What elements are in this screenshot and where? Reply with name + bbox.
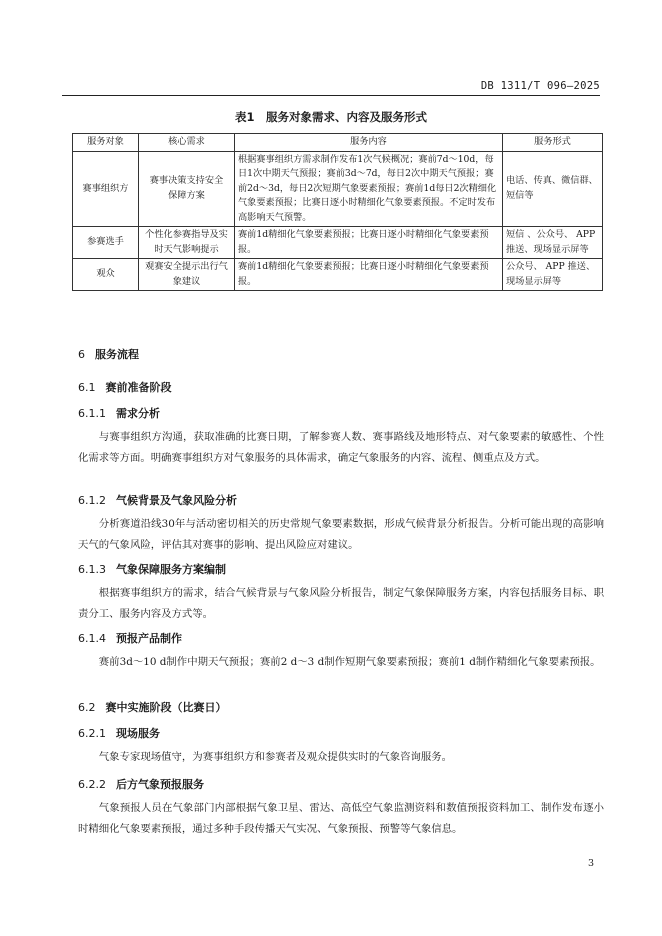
section-title: 赛前准备阶段 xyxy=(105,381,172,394)
content-cell: 根据赛事组织方需求制作发布1次气候概况；赛前7d～10d，每日1次中期天气预报；赛前3d～7d，每日2次中期天气预报；赛前2d～3d，每日2次短期气象要素预报；赛前1d每日2次精细化气象要素预报；比赛日逐小时精细化气象要素预报。不定时发布高影响天气预警。 xyxy=(235,151,503,227)
paragraph-6-1-3: 根据赛事组织方的需求，结合气候背景与气象风险分析报告，制定气象保障服务方案，内容包括服务目标、职责分工、服务内容及方式等。 xyxy=(78,587,604,620)
column-header: 服务形式 xyxy=(503,134,603,152)
table-title: 表1 服务对象需求、内容及服务形式 xyxy=(235,110,427,124)
section-title: 赛中实施阶段（比赛日） xyxy=(105,701,227,714)
section-heading-6-1 xyxy=(78,379,172,395)
section-heading-6-1-3 xyxy=(78,561,226,577)
section-number: 6.1 xyxy=(78,381,96,394)
table-row xyxy=(73,259,603,291)
section-heading-6-2 xyxy=(78,699,227,715)
section-title: 现场服务 xyxy=(116,727,160,740)
section-heading-6-2-2 xyxy=(78,776,204,792)
target-cell: 赛事组织方 xyxy=(73,151,139,227)
section-heading-6-1-4 xyxy=(78,630,182,646)
section-heading-6-1-2 xyxy=(78,492,237,508)
need-cell: 赛事决策支持安全保障方案 xyxy=(139,151,235,227)
column-header: 服务内容 xyxy=(235,134,503,152)
section-title: 气象保障服务方案编制 xyxy=(116,563,226,576)
header-rule xyxy=(62,95,600,96)
section-heading-6-2-1 xyxy=(78,725,160,741)
section-title: 服务流程 xyxy=(95,348,139,361)
need-cell: 个性化参赛指导及实时天气影响提示 xyxy=(139,227,235,259)
section-heading-6 xyxy=(78,346,139,362)
form-cell: 短信 、公众号、 APP推送、现场显示屏等 xyxy=(503,227,603,259)
section-number: 6.2.2 xyxy=(78,778,106,791)
table-header-row xyxy=(73,134,603,152)
section-number: 6.1.3 xyxy=(78,563,106,576)
content-cell: 赛前1d精细化气象要素预报；比赛日逐小时精细化气象要素预报。 xyxy=(235,227,503,259)
paragraph-6-2-1: 气象专家现场值守，为赛事组织方和参赛者及观众提供实时的气象咨询服务。 xyxy=(98,751,453,763)
target-cell: 参赛选手 xyxy=(73,227,139,259)
section-title: 后方气象预报服务 xyxy=(116,778,204,791)
section-title: 需求分析 xyxy=(116,407,160,420)
paragraph-6-1-2: 分析赛道沿线30年与活动密切相关的历史常规气象要素数据，形成气候背景分析报告。分析可能出现的高影响天气的气象风险，评估其对赛事的影响、提出风险应对建议。 xyxy=(78,518,604,551)
need-cell: 观赛安全提示出行气象建议 xyxy=(139,259,235,291)
section-number: 6 xyxy=(78,348,85,361)
section-number: 6.1.2 xyxy=(78,494,106,507)
column-header: 服务对象 xyxy=(73,134,139,152)
paragraph-6-2-2: 气象预报人员在气象部门内部根据气象卫星、雷达、高低空气象监测资料和数值预报资料加工、制作发布逐小时精细化气象要素预报，通过多种手段传播天气实况、气象预报、预警等气象信息。 xyxy=(78,802,604,835)
standard-code: DB 1311/T 096—2025 xyxy=(480,80,600,92)
section-title: 预报产品制作 xyxy=(116,632,182,645)
service-table xyxy=(72,133,603,291)
content-cell: 赛前1d精细化气象要素预报；比赛日逐小时精细化气象要素预报。 xyxy=(235,259,503,291)
column-header: 核心需求 xyxy=(139,134,235,152)
target-cell: 观众 xyxy=(73,259,139,291)
section-title: 气候背景及气象风险分析 xyxy=(116,494,237,507)
section-heading-6-1-1 xyxy=(78,405,160,421)
table-row xyxy=(73,227,603,259)
section-number: 6.2.1 xyxy=(78,727,106,740)
page-number: 3 xyxy=(587,858,594,869)
table-row xyxy=(73,151,603,227)
paragraph-6-1-1: 与赛事组织方沟通，获取准确的比赛日期，了解参赛人数、赛事路线及地形特点、对气象要素的敏感性、个性化需求等方面。明确赛事组织方对气象服务的具体需求，确定气象服务的内容、流程、侧重点及方式。 xyxy=(78,431,604,464)
paragraph-6-1-4: 赛前3d～10 d制作中期天气预报；赛前2 d～3 d制作短期气象要素预报；赛前1 d制作精细化气象要素预报。 xyxy=(98,656,601,668)
section-number: 6.2 xyxy=(78,701,96,714)
section-number: 6.1.1 xyxy=(78,407,106,420)
form-cell: 公众号、 APP 推送、现场显示屏等 xyxy=(503,259,603,291)
section-number: 6.1.4 xyxy=(78,632,106,645)
form-cell: 电话、传真、微信群、短信等 xyxy=(503,151,603,227)
